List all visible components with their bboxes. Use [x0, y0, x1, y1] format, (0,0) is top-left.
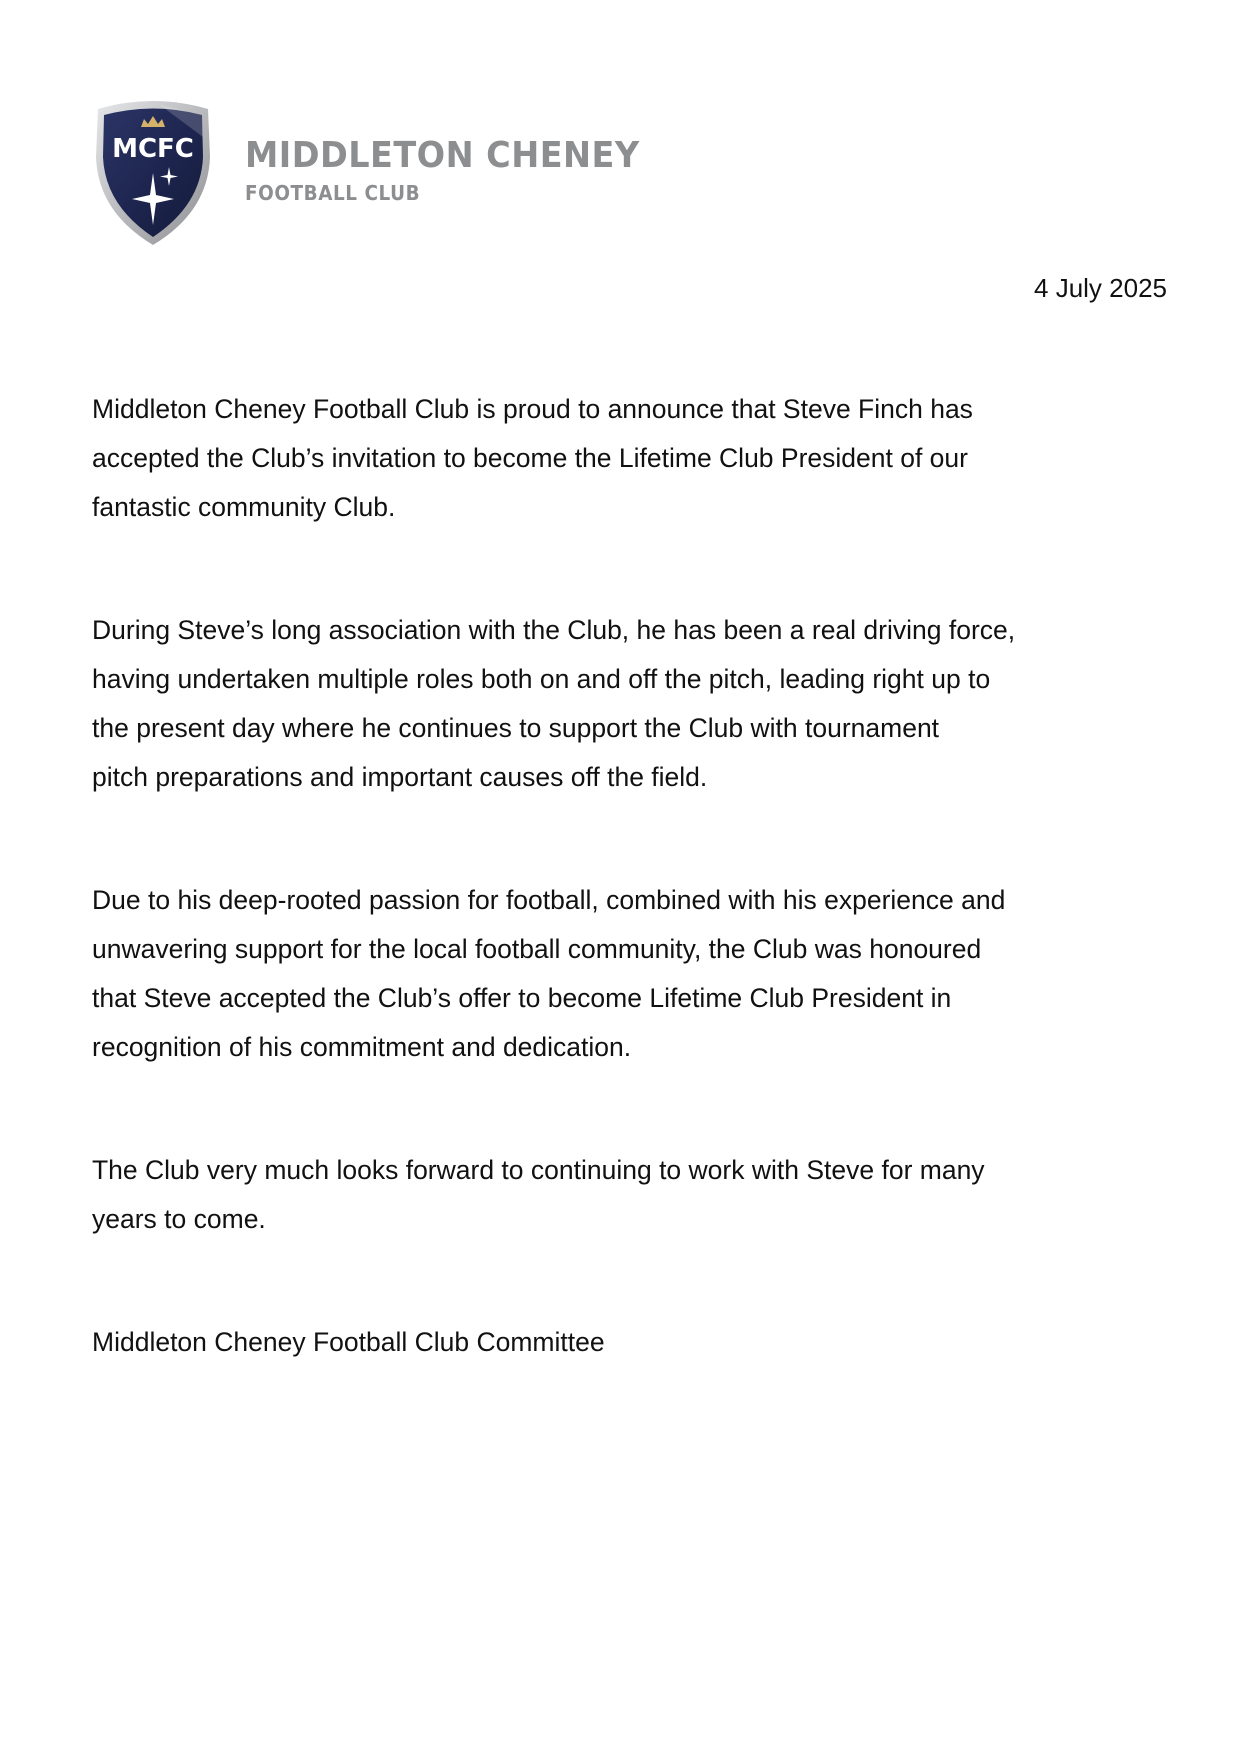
club-crest-logo: [90, 97, 216, 247]
text-line: unwavering support for the local football community, the Club was honoured: [92, 934, 982, 964]
letter-body: [92, 385, 1172, 1367]
letter-date: 4 July 2025: [1034, 273, 1167, 303]
text-line: Middleton Cheney Football Club is proud to announce that Steve Finch has: [92, 394, 973, 424]
text-line: that Steve accepted the Club’s offer to become Lifetime Club President in: [92, 983, 952, 1013]
text-line: recognition of his commitment and dedication.: [92, 1032, 632, 1062]
paragraph-recognition: [92, 876, 1172, 1072]
text-line: During Steve’s long association with the Club, he has been a real driving force,: [92, 615, 1016, 645]
club-subtitle: FOOTBALL CLUB: [245, 181, 421, 205]
letterhead: [90, 97, 790, 247]
text-line: having undertaken multiple roles both on and off the pitch, leading right up to: [92, 664, 991, 694]
text-line: accepted the Club’s invitation to become the Lifetime Club President of our: [92, 443, 968, 473]
signature: Middleton Cheney Football Club Committee: [92, 1327, 605, 1357]
text-line: the present day where he continues to support the Club with tournament: [92, 713, 940, 743]
svg-text:MCFC: MCFC: [112, 134, 194, 164]
paragraph-closing: [92, 1146, 1172, 1244]
paragraph-association: [92, 606, 1172, 802]
club-name: MIDDLETON CHENEY: [245, 135, 640, 176]
paragraph-announcement: [92, 385, 1172, 532]
text-line: fantastic community Club.: [92, 492, 396, 522]
club-brand: [245, 137, 669, 205]
text-line: pitch preparations and important causes off the field.: [92, 762, 708, 792]
text-line: Due to his deep-rooted passion for football, combined with his experience and: [92, 885, 1006, 915]
text-line: The Club very much looks forward to continuing to work with Steve for many: [92, 1155, 985, 1185]
text-line: years to come.: [92, 1204, 266, 1234]
